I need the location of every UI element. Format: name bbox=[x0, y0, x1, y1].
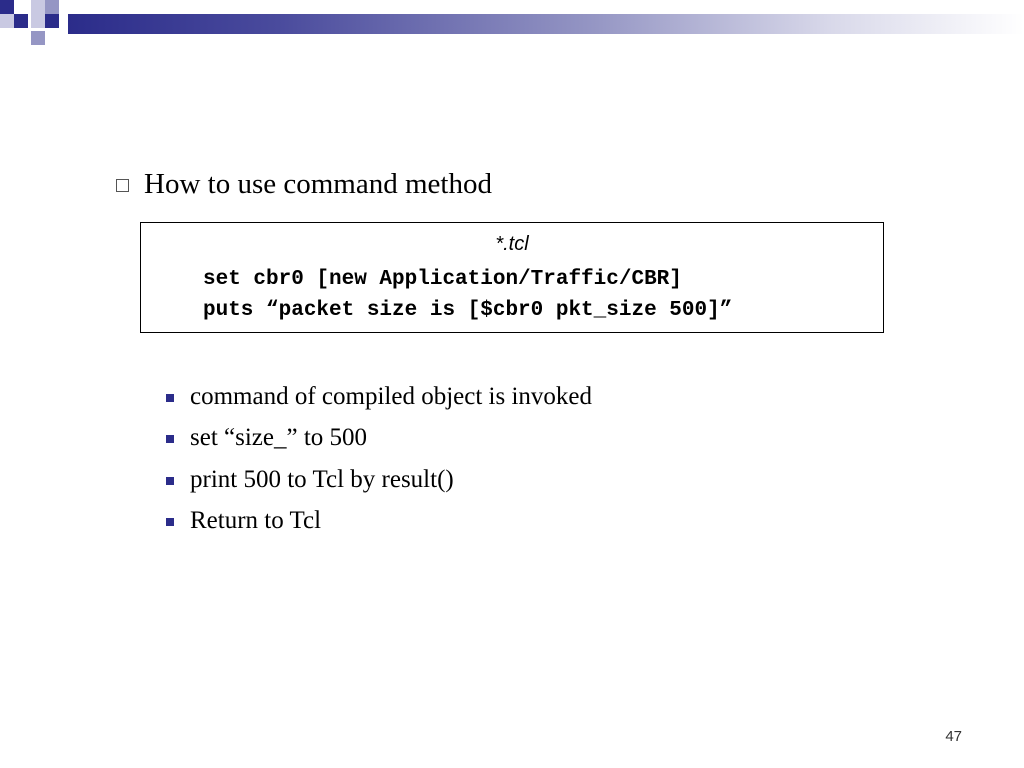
header-square bbox=[0, 0, 14, 14]
code-line: set cbr0 [new Application/Traffic/CBR] bbox=[203, 268, 682, 291]
bullet-list bbox=[166, 376, 592, 542]
list-item bbox=[166, 459, 592, 501]
header-square bbox=[14, 14, 28, 28]
slide-heading bbox=[116, 166, 492, 202]
solid-square-icon bbox=[166, 435, 174, 443]
solid-square-icon bbox=[166, 394, 174, 402]
header-square bbox=[31, 14, 45, 28]
solid-square-icon bbox=[166, 477, 174, 485]
header-square bbox=[14, 31, 28, 45]
list-item bbox=[166, 376, 592, 418]
page-number: 47 bbox=[945, 728, 962, 745]
heading-text: How to use command method bbox=[144, 168, 492, 200]
header-square bbox=[0, 14, 14, 28]
header-square bbox=[14, 0, 28, 14]
code-box bbox=[140, 222, 884, 333]
header-decoration bbox=[0, 0, 1024, 48]
list-item bbox=[166, 418, 592, 460]
list-item-text: print 500 to Tcl by result() bbox=[190, 465, 454, 493]
hollow-square-icon bbox=[116, 179, 129, 192]
header-square bbox=[45, 14, 59, 28]
code-line: puts “packet size is [$cbr0 pkt_size 500]” bbox=[203, 299, 733, 322]
header-square bbox=[31, 31, 45, 45]
list-item-text: set “size_” to 500 bbox=[190, 424, 368, 452]
list-item-text: command of compiled object is invoked bbox=[190, 382, 592, 410]
list-item-text: Return to Tcl bbox=[190, 507, 322, 535]
list-item bbox=[166, 501, 592, 543]
code-box-title: *.tcl bbox=[495, 233, 529, 255]
header-square bbox=[45, 0, 59, 14]
header-square bbox=[31, 0, 45, 14]
solid-square-icon bbox=[166, 518, 174, 526]
header-gradient-bar bbox=[68, 14, 1024, 34]
